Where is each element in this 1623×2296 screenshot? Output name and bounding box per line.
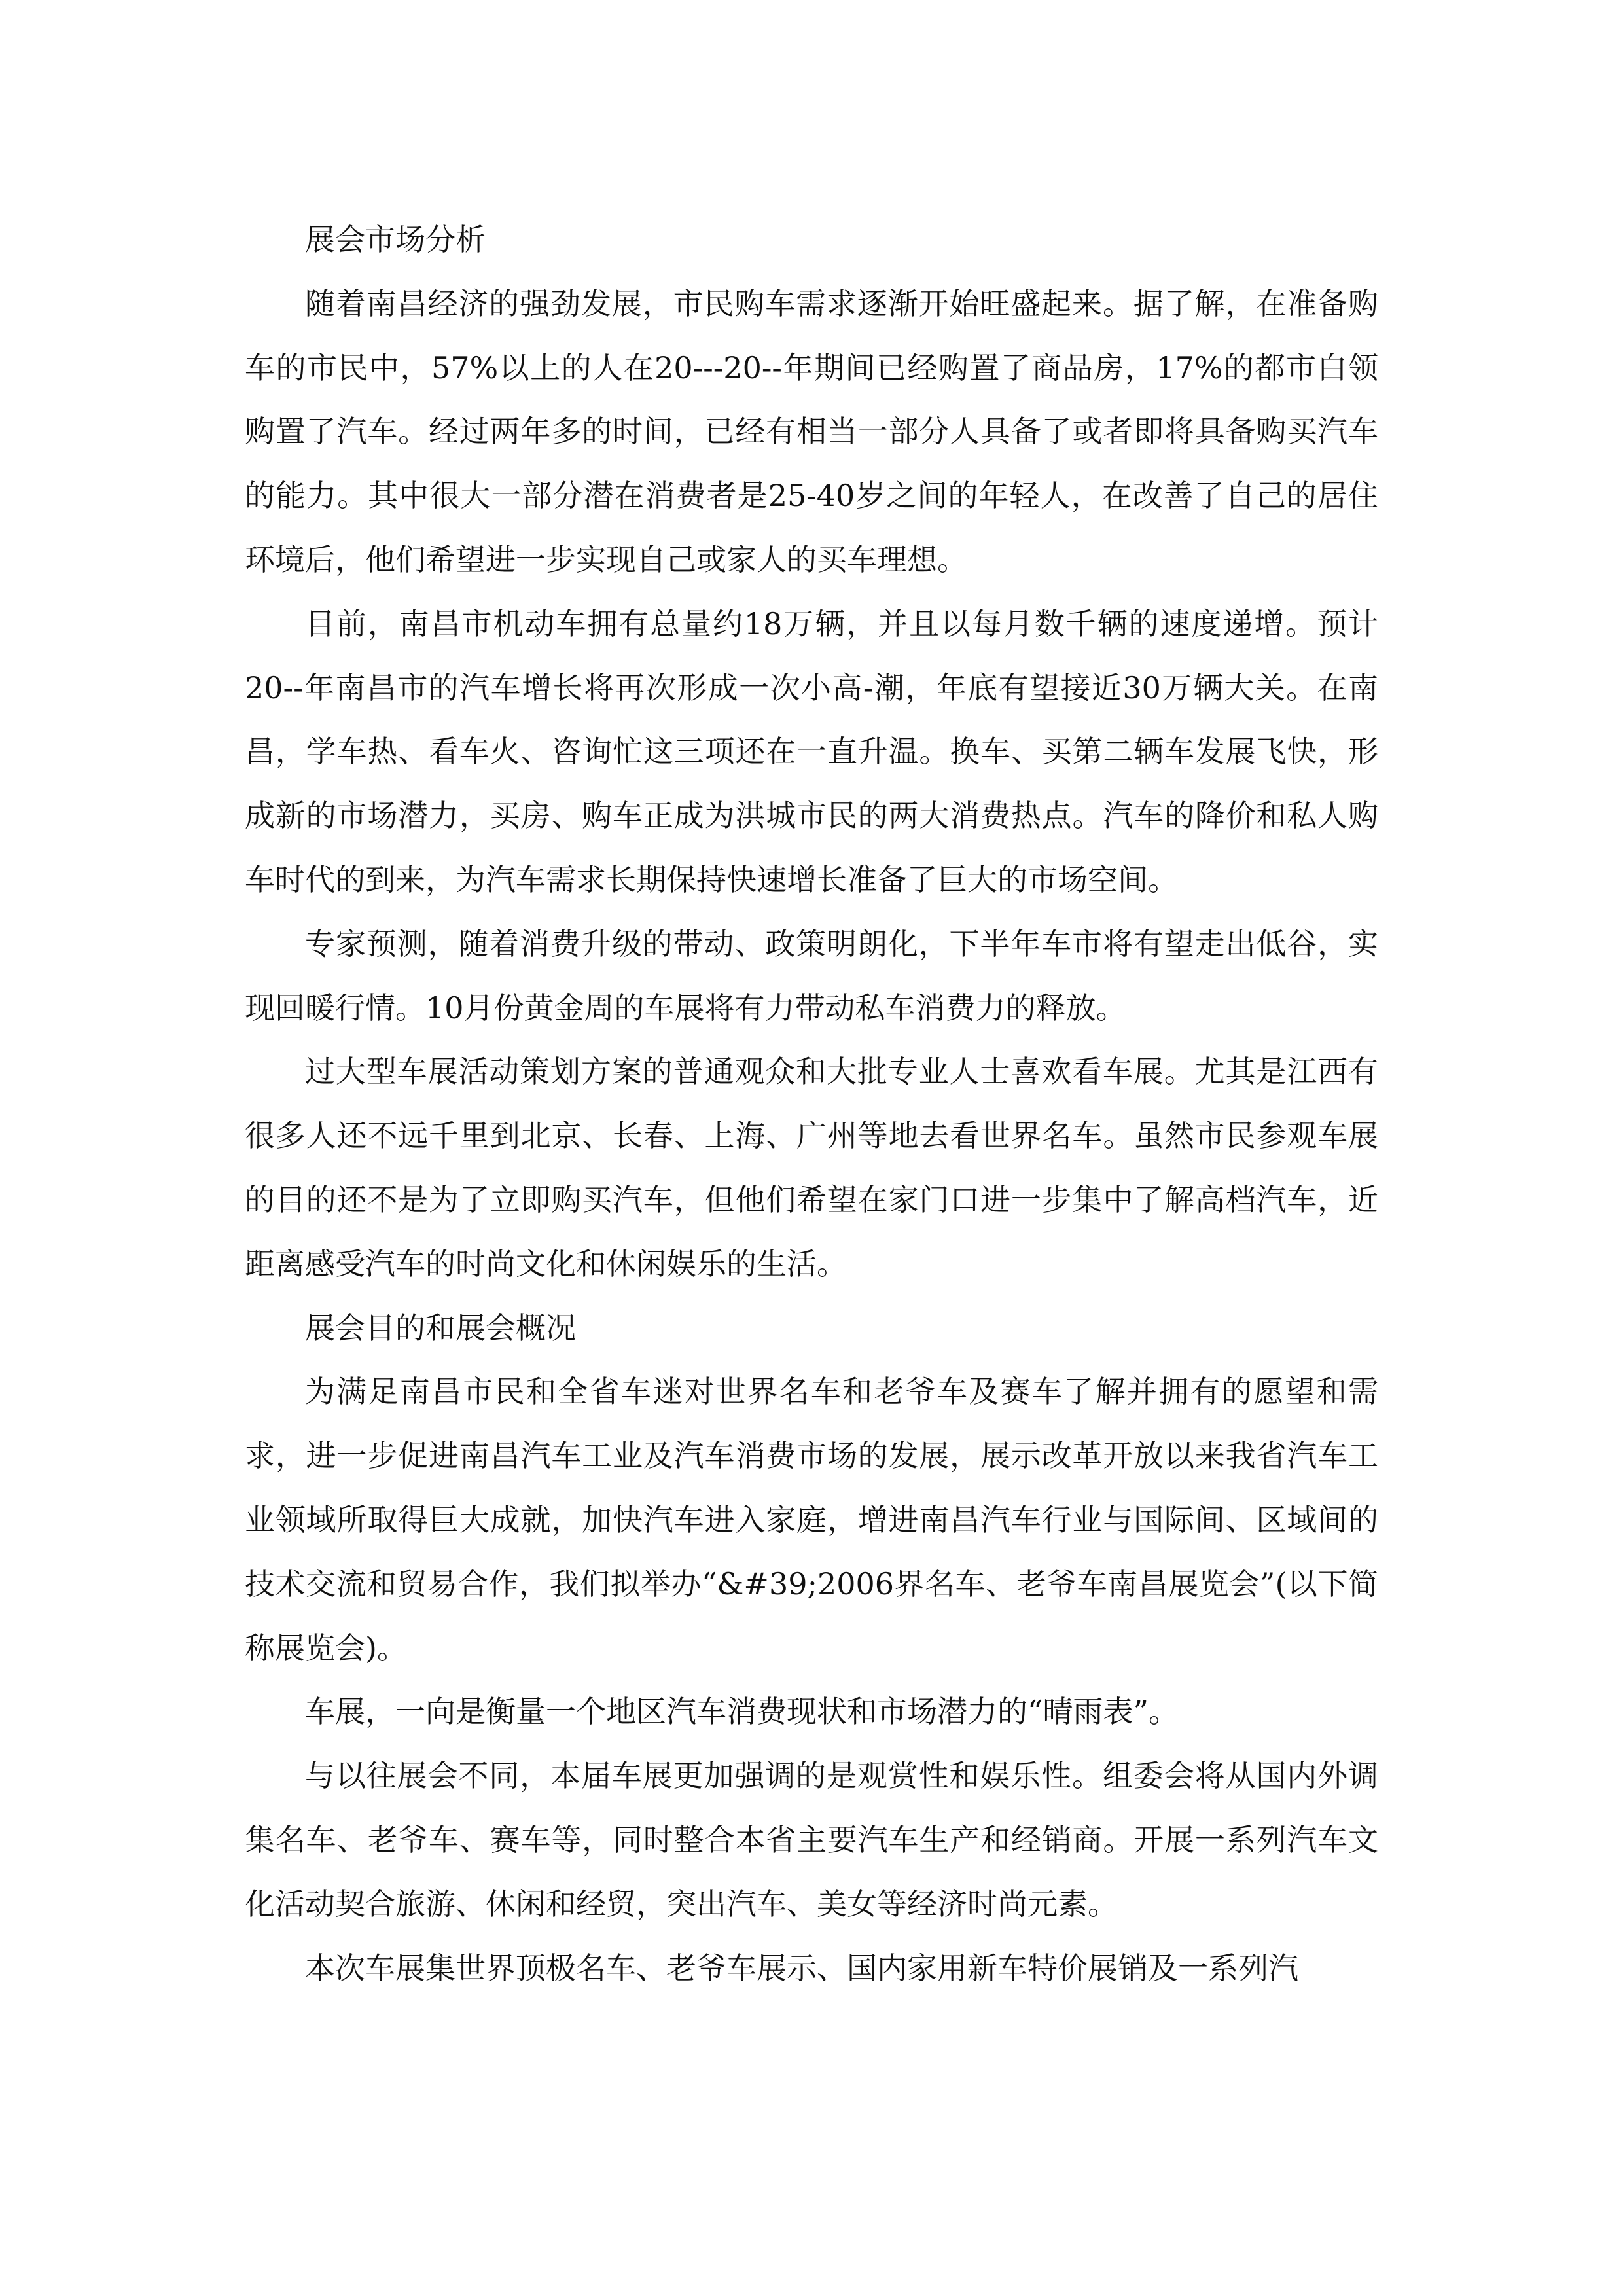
paragraph-barometer: 车展，一向是衡量一个地区汽车消费现状和市场潜力的“晴雨表”。 xyxy=(305,1694,1179,1730)
paragraph-exhibition-goal: 为满足南昌市民和全省车迷对世界名车和老爷车及赛车了解并拥有的愿望和需求，进一步促进南昌汽车工业及汽车消费市场的发展，展示改革开放以来我省汽车工业领域所取得巨大成就，加快汽车进入家庭，增进南昌汽车行业与国际间、区域间的技术交流和贸易合作，我们拟举办“&#39;2006界名车、老爷车南昌展览会”(以下简称展览会)。 xyxy=(245,1374,1378,1666)
section-heading-exhibition-purpose: 展会目的和展会概况 xyxy=(305,1310,576,1346)
paragraph-vehicle-growth: 目前，南昌市机动车拥有总量约18万辆，并且以每月数千辆的速度递增。预计20--年南昌市的汽车增长将再次形成一次小高-潮，年底有望接近30万辆大关。在南昌，学车热、看车火、咨询忙这三项还在一直升温。换车、买第二辆车发展飞快，形成新的市场潜力，买房、购车正成为洪城市民的两大消费热点。汽车的降价和私人购车时代的到来，为汽车需求长期保持快速增长准备了巨大的市场空间。 xyxy=(245,605,1378,897)
paragraph-market-demand: 随着南昌经济的强劲发展，市民购车需求逐渐开始旺盛起来。据了解，在准备购车的市民中，57%以上的人在20---20--年期间已经购置了商品房，17%的都市白领购置了汽车。经过两年多的时间，已经有相当一部分人具备了或者即将具备购买汽车的能力。其中很大一部分潜在消费者是25-40岁之间的年轻人，在改善了自己的居住环境后，他们希望进一步实现自己或家人的买车理想。 xyxy=(245,285,1378,577)
paragraph-expert-forecast: 专家预测，随着消费升级的带动、政策明朗化，下半年车市将有望走出低谷，实现回暖行情。10月份黄金周的车展将有力带动私车消费力的释放。 xyxy=(245,925,1378,1026)
paragraph-audience-interest: 过大型车展活动策划方案的普通观众和大批专业人士喜欢看车展。尤其是江西有很多人还不远千里到北京、长春、上海、广州等地去看世界名车。虽然市民参观车展的目的还不是为了立即购买汽车，但他们希望在家门口进一步集中了解高档汽车，近距离感受汽车的时尚文化和休闲娱乐的生活。 xyxy=(245,1054,1378,1282)
paragraph-exhibition-content: 本次车展集世界顶极名车、老爷车展示、国内家用新车特价展销及一系列汽 xyxy=(305,1950,1298,1986)
document-body xyxy=(245,208,1378,2000)
paragraph-exhibition-features: 与以往展会不同，本届车展更加强调的是观赏性和娱乐性。组委会将从国内外调集名车、老爷车、赛车等，同时整合本省主要汽车生产和经销商。开展一系列汽车文化活动契合旅游、休闲和经贸，突出汽车、美女等经济时尚元素。 xyxy=(245,1758,1378,1922)
section-heading-market-analysis: 展会市场分析 xyxy=(305,222,486,257)
